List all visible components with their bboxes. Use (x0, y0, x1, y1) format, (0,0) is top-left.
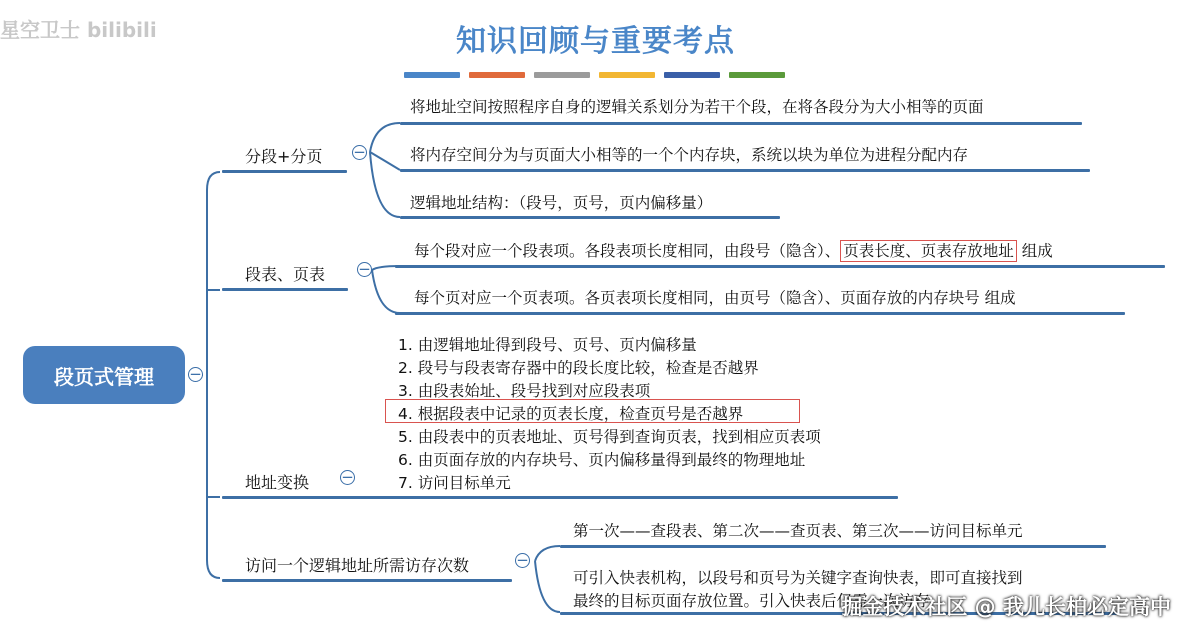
step-5: 5. 由段表中的页表地址、页号得到查询页表，找到相应页表项 (398, 428, 821, 446)
step-4: 4. 根据段表中记录的页表长度，检查页号是否越界 (398, 405, 744, 423)
step-1: 1. 由逻辑地址得到段号、页号、页内偏移量 (398, 336, 697, 354)
branch2-collapse-icon[interactable]: − (358, 260, 371, 278)
leaf-memory-block-division: 将内存空间分为与页面大小相等的一个个内存块，系统以块为单位为进程分配内存 (410, 146, 969, 164)
branch-label-segment-paging[interactable]: 分段+分页 (245, 147, 323, 166)
footer-watermark: 掘金技术社区 @ 我儿长柏必定高中 (841, 595, 1171, 619)
leaf-tlb-line-1: 可引入快表机构，以段号和页号为关键字查询快表，即可直接找到 (573, 569, 1023, 587)
branch3-collapse-icon[interactable]: − (341, 468, 354, 486)
branch1-collapse-icon[interactable]: − (353, 143, 366, 161)
root-node[interactable]: 段页式管理 (23, 346, 185, 404)
highlighted-page-table-fields: 页表长度、页表存放地址 (840, 240, 1017, 262)
branch4-collapse-icon[interactable]: − (516, 551, 529, 569)
branch-label-memory-accesses[interactable]: 访问一个逻辑地址所需访存次数 (245, 556, 470, 575)
leaf-page-table-entry: 每个页对应一个页表项。各页表项长度相同，由页号（隐含）、页面存放的内存块号 组成 (414, 289, 1016, 307)
branch-label-tables[interactable]: 段表、页表 (245, 265, 326, 284)
leaf-three-accesses: 第一次——查段表、第二次——查页表、第三次——访问目标单元 (573, 522, 1023, 540)
top-left-watermark: 星空卫士 bilibili (0, 18, 157, 42)
leaf-address-space-division: 将地址空间按照程序自身的逻辑关系划分为若干个段，在将各段分为大小相等的页面 (410, 98, 984, 116)
leaf-logical-address-structure: 逻辑地址结构：（段号，页号，页内偏移量） (410, 194, 713, 212)
branch-label-address-translation[interactable]: 地址变换 (245, 473, 310, 492)
step-2: 2. 段号与段表寄存器中的段长度比较，检查是否越界 (398, 359, 759, 377)
step-7: 7. 访问目标单元 (398, 474, 511, 492)
step-3: 3. 由段表始址、段号找到对应段表项 (398, 382, 651, 400)
step-6: 6. 由页面存放的内存块号、页内偏移量得到最终的物理地址 (398, 451, 806, 469)
leaf-segment-table-entry: 每个段对应一个段表项。各段表项长度相同，由段号（隐含）、 页表长度、页表存放地址 组成 (414, 242, 1053, 260)
page-title: 知识回顾与重要考点 (456, 24, 735, 59)
root-collapse-icon[interactable]: − (189, 365, 202, 383)
leaf-tlb-line-2: 最终的目标页面存放位置。引入快表后仅需一次访存 (573, 592, 930, 610)
